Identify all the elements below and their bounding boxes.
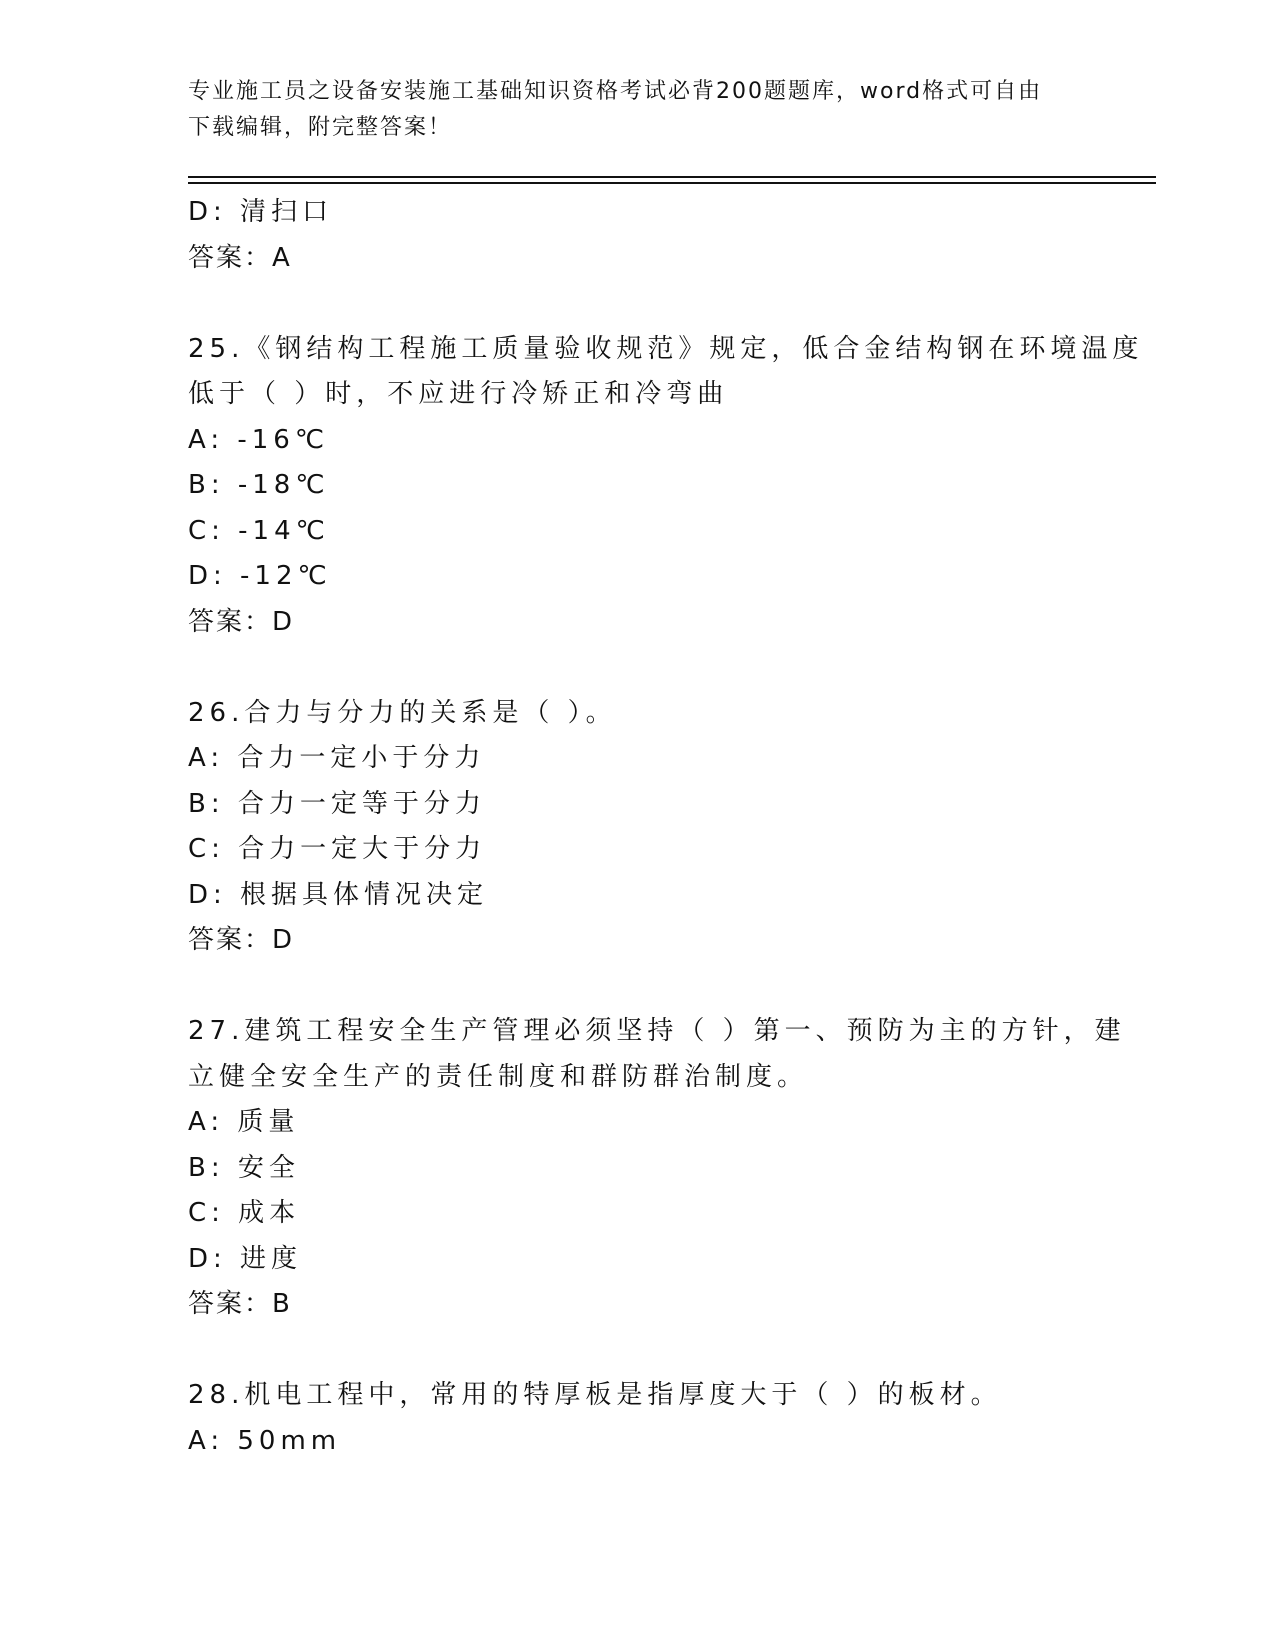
option-d: D: 根据具体情况决定 (188, 879, 489, 910)
question-text-line: 立健全安全生产的责任制度和群防群治制度。 (188, 1061, 809, 1092)
option-d: D: -12℃ (188, 561, 332, 591)
question-text-line: 27.建筑工程安全生产管理必须坚持（ ）第一、预防为主的方针，建 (188, 1016, 1126, 1046)
spacer (188, 645, 1088, 691)
spacer (188, 281, 1088, 327)
prev-question-answer: 答案：A (188, 242, 292, 273)
option-a: A: -16℃ (188, 424, 330, 455)
option-b: B: -18℃ (188, 470, 330, 500)
question-text-line: 26.合力与分力的关系是（ ）。 (188, 697, 617, 728)
answer: 答案：D (188, 925, 295, 955)
prev-question-option-d: D: 清扫口 (188, 197, 334, 227)
header-rule-bottom (188, 182, 1156, 184)
header-title-line-1: 专业施工员之设备安装施工基础知识资格考试必背200题题库，word格式可自由 (188, 79, 1043, 104)
header-title-line-2: 下载编辑，附完整答案！ (188, 115, 453, 140)
question-text-line: 25.《钢结构工程施工质量验收规范》规定，低合金结构钢在环境温度 (188, 333, 1144, 364)
question-28 (188, 1373, 1088, 1464)
option-c: C: -14℃ (188, 515, 330, 546)
spacer (188, 1328, 1088, 1374)
question-list (188, 190, 1144, 1464)
option-c: C: 合力一定大于分力 (188, 834, 487, 864)
question-text-line: 低于（ ）时，不应进行冷矫正和冷弯曲 (188, 379, 729, 409)
answer: 答案：D (188, 606, 295, 637)
option-d: D: 进度 (188, 1243, 303, 1274)
option-a: A: 质量 (188, 1107, 300, 1137)
option-a: A: 50mm (188, 1425, 342, 1456)
option-a: A: 合力一定小于分力 (188, 743, 486, 773)
option-b: B: 合力一定等于分力 (188, 788, 486, 819)
question-26 (188, 691, 1088, 964)
option-b: B: 安全 (188, 1152, 300, 1183)
answer: 答案：B (188, 1289, 292, 1319)
question-text-line: 28.机电工程中，常用的特厚板是指厚度大于（ ）的板材。 (188, 1380, 1002, 1410)
document-header (188, 74, 1088, 146)
question-25 (188, 327, 1144, 646)
option-c: C: 成本 (188, 1198, 301, 1228)
header-rule-top (188, 176, 1156, 178)
question-27 (188, 1009, 1126, 1328)
spacer (188, 964, 1088, 1010)
